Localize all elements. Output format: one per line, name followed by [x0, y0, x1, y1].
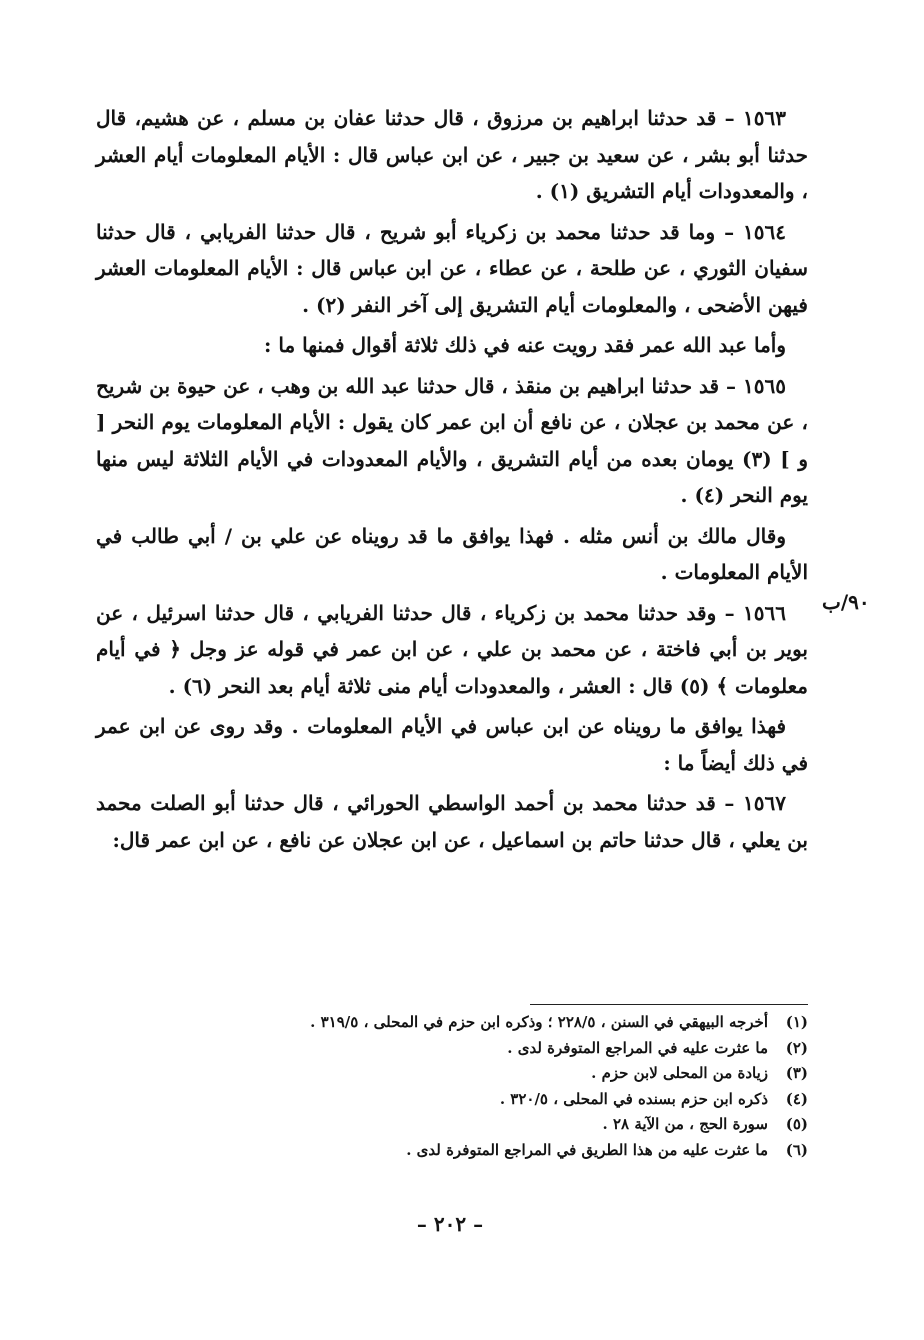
footnote-3	[200, 1061, 808, 1087]
footnote-text: أخرجه البيهقي في السنن ، ٢٢٨/٥ ؛ وذكره ابن حزم في المحلى ، ٣١٩/٥ .	[310, 1013, 768, 1031]
page-number: – ٢٠٢ –	[416, 1212, 484, 1236]
footnote-text: ما عثرت عليه في المراجع المتوفرة لدى .	[507, 1038, 768, 1057]
footnote-number: (٤)	[785, 1089, 808, 1108]
footnote-divider	[530, 1004, 808, 1005]
paragraph-1564: ١٥٦٤ – وما قد حدثنا محمد بن زكرياء أبو شريح ، قال حدثنا الفريابي ، قال حدثنا سفيان الثوري ، عن طلحة ، عن عطاء ، عن ابن عباس قال : الأيام المعلومات العشر فيهن الأضحى ، والمعلومات أيام التشريق إلى آخر النفر (٢) .	[96, 219, 808, 317]
footnote-text: زيادة من المحلى لابن حزم .	[591, 1064, 768, 1083]
main-text	[96, 100, 808, 862]
footnote-number: (٢)	[785, 1038, 808, 1057]
paragraph-1563: ١٥٦٣ – قد حدثنا ابراهيم بن مرزوق ، قال حدثنا عفان بن مسلم ، عن هشيم، قال حدثنا أبو بشر ، عن سعيد بن جبير ، عن ابن عباس قال : الأيام المعلومات أيام العشر ، والمعدودات أيام التشريق (١) .	[96, 106, 808, 203]
margin-folio-note: ٩٠/ب	[822, 590, 870, 614]
footnote-text: سورة الحج ، من الآية ٢٨ .	[602, 1115, 768, 1134]
paragraph-1565: ١٥٦٥ – قد حدثنا ابراهيم بن منقذ ، قال حدثنا عبد الله بن وهب ، عن حيوة بن شريح ، عن محمد بن عجلان ، عن نافع أن ابن عمر كان يقول : الأيام المعلومات يوم النحر [ و ] (٣) يومان بعده من أيام التشريق ، والأيام المعدودات في الأيام الثلاثة ليس منها يوم النحر (٤) .	[96, 373, 809, 507]
footnote-6	[200, 1138, 808, 1164]
footnote-number: (٣)	[785, 1064, 808, 1083]
footnote-text: ما عثرت عليه من هذا الطريق في المراجع المتوفرة لدى .	[406, 1140, 768, 1159]
footnote-2	[200, 1036, 808, 1062]
footnote-number: (٦)	[785, 1140, 808, 1159]
paragraph-abdullah-umar: وأما عبد الله عمر فقد رويت عنه في ذلك ثلاثة أقوال فمنها ما :	[264, 333, 786, 357]
paragraph-ibn-abbas-agreement: فهذا يوافق ما رويناه عن ابن عباس في الأيام المعلومات . وقد روى عن ابن عمر في ذلك أيضاً ما :	[96, 714, 808, 775]
paragraph-1566: ١٥٦٦ – وقد حدثنا محمد بن زكرياء ، قال حدثنا الفريابي ، قال حدثنا اسرئيل ، عن بوير بن أبي فاختة ، عن محمد بن علي ، عن ابن عمر في قوله عز وجل ﴿ في أيام معلومات ﴾ (٥) قال : العشر ، والمعدودات أيام منى ثلاثة أيام بعد النحر (٦) .	[96, 600, 808, 698]
footnotes	[200, 1010, 808, 1164]
footnote-1	[200, 1010, 808, 1036]
footnote-text: ذكره ابن حزم بسنده في المحلى ، ٣٢٠/٥ .	[499, 1089, 768, 1108]
footnote-number: (٥)	[785, 1115, 808, 1134]
footnote-4	[200, 1087, 808, 1113]
paragraph-1567: ١٥٦٧ – قد حدثنا محمد بن أحمد الواسطي الحورائي ، قال حدثنا أبو الصلت محمد بن يعلي ، قال حدثنا حاتم بن اسماعيل ، عن ابن عجلان عن نافع ، عن ابن عمر قال:	[96, 791, 808, 852]
footnote-number: (١)	[785, 1013, 808, 1031]
footnote-5	[200, 1112, 808, 1138]
paragraph-malik: وقال مالك بن أنس مثله . فهذا يوافق ما قد رويناه عن علي بن / أبي طالب في الأيام المعلومات .	[96, 523, 808, 584]
